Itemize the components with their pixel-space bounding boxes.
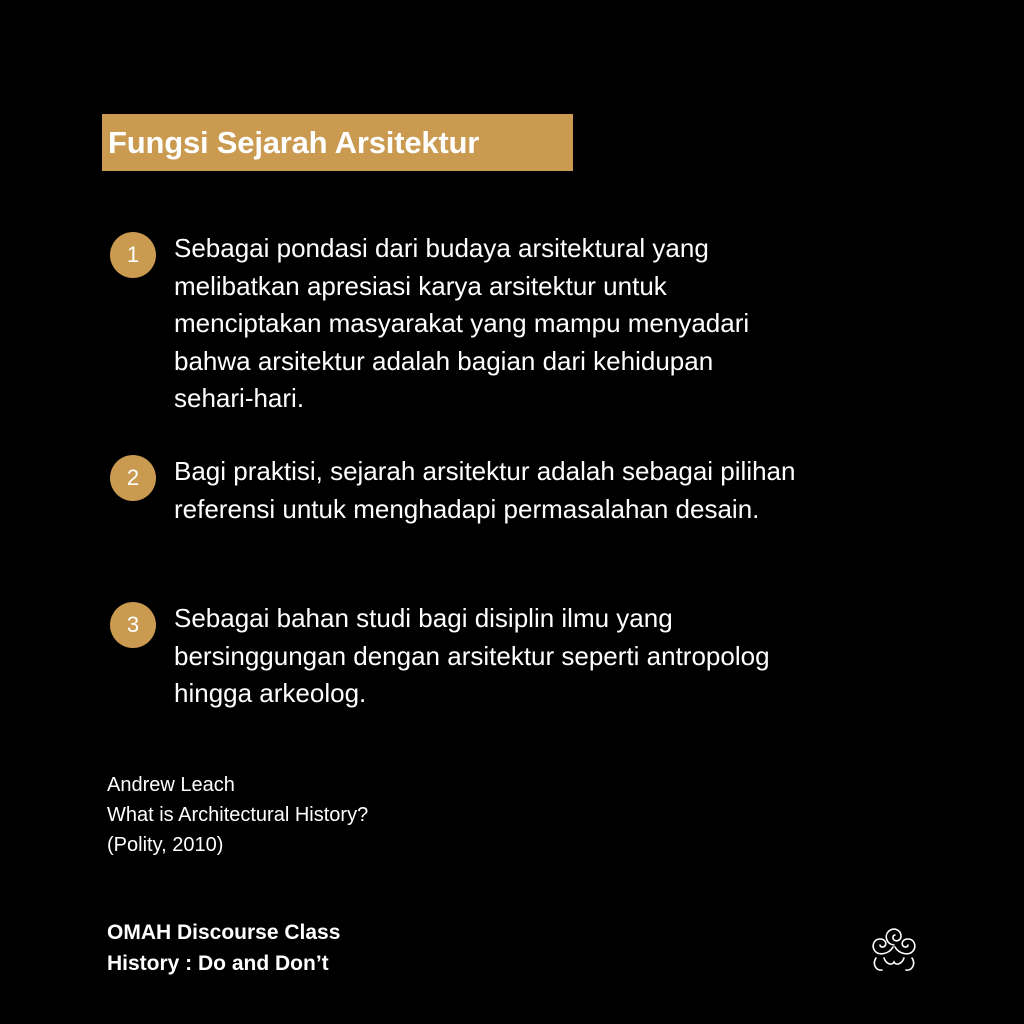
citation-author: Andrew Leach — [107, 774, 235, 796]
citation-publisher: (Polity, 2010) — [107, 834, 224, 856]
footer-topic: History : Do and Don’t — [107, 952, 329, 975]
page-title: Fungsi Sejarah Arsitektur — [108, 124, 480, 160]
title-banner — [102, 114, 573, 171]
list-item-text: Sebagai bahan studi bagi disiplin ilmu yang bersinggungan dengan arsitektur seperti antropolog hingga arkeolog. — [174, 603, 770, 708]
number-badge: 3 — [110, 602, 156, 648]
triple-spiral-logo-icon — [862, 918, 926, 976]
number-badge: 2 — [110, 455, 156, 501]
list-item-text: Bagi praktisi, sejarah arsitektur adalah sebagai pilihan referensi untuk menghadapi permasalahan desain. — [174, 456, 796, 524]
number-badge: 1 — [110, 232, 156, 278]
citation-book: What is Architectural History? — [107, 804, 369, 826]
list-item-text: Sebagai pondasi dari budaya arsitektural yang melibatkan apresiasi karya arsitektur untuk menciptakan masyarakat yang mampu menyadari bahwa arsitektur adalah bagian dari kehidupan sehari-hari. — [174, 233, 750, 413]
footer — [107, 917, 340, 979]
footer-series: OMAH Discourse Class — [107, 921, 341, 944]
citation — [107, 770, 368, 860]
